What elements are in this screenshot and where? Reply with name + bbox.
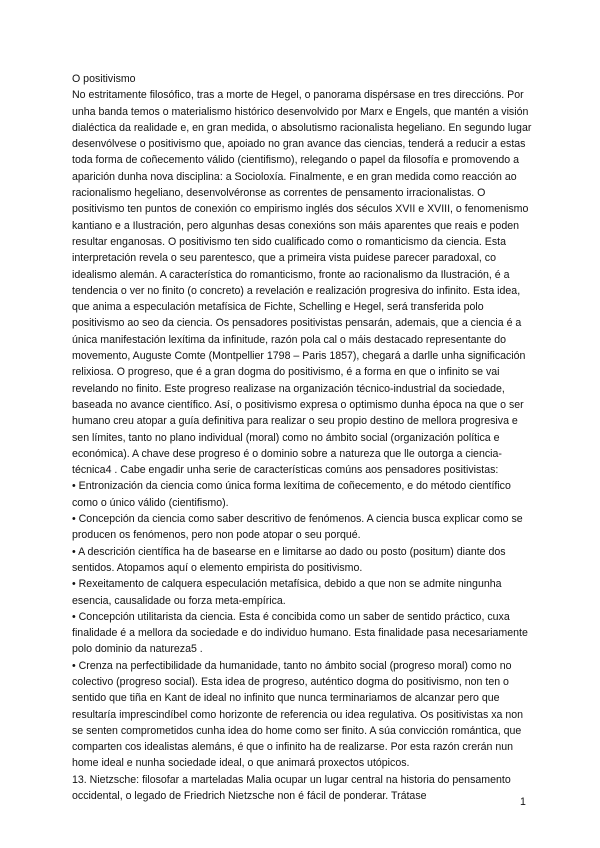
section-title: O positivismo xyxy=(72,73,136,85)
characteristics-list xyxy=(72,478,534,771)
list-item: • Rexeitamento de calquera especulación metafísica, debido a que non se admite ningunha esencia, causalidade ou forza meta-empírica. xyxy=(72,578,502,607)
document-body xyxy=(72,71,534,804)
list-item: • Entronización da ciencia como única forma lexítima de coñecemento, e do método científico como o único válido (cientifismo). xyxy=(72,480,511,509)
closing-paragraph: 13. Nietzsche: filosofar a marteladas Malia ocupar un lugar central na historia do pensamento occidental, o legado de Friedrich Nietzsche non é fácil de ponderar. Trátase xyxy=(72,773,511,803)
page-number: 1 xyxy=(520,796,526,808)
list-item: • A descrición científica ha de basearse en e limitarse ao dado ou posto (positum) diante dos sentidos. Atopamos aquí o elemento empirista do positivismo. xyxy=(72,545,506,574)
list-item: • Concepción utilitarista da ciencia. Esta é concibida como un saber de sentido práctico, cuxa finalidade é a mellora da sociedade e do individuo humano. Esta finalidade pasa necesariamente polo dominio da natureza5 . xyxy=(72,610,528,656)
list-item: • Crenza na perfectibilidade da humanidade, tanto no ámbito social (progreso moral) como no colectivo (progreso social). Esta idea de progreso, auténtico dogma do positivismo, non ten o sentido que tiña en Kant de ideal no infinito que nunca terminariamos de alcanzar pero que resultaría imprescindíbel como horizonte de referencia ou idea regulativa. Os positivistas xa non se senten comprometidos cunha idea do home como ser finito. A súa convicción romántica, que comparten cos idealistas alemáns, é que o infinito ha de realizarse. Por esta razón crerán nun home ideal e nunha sociedade ideal, o que animará proxectos utópicos. xyxy=(72,659,524,770)
intro-paragraph: No estritamente filosófico, tras a morte de Hegel, o panorama dispérsase en tres direccións. Por unha banda temos o materialismo histórico desenvolvido por Marx e Engels, que mantén a visión dialéctica da realidade e, en gran medida, o absolutismo racionalista hegeliano. En segundo lugar desenvólvese o positivismo que, apoiado no gran avance das ciencias, tenderá a reducir a estas toda forma de coñecemento válido (cientifismo), relegando o papel da filosofía e promovendo a aparición dunha nova disciplina: a Socioloxía. Finalmente, e en gran medida como reacción ao racionalismo hegeliano, desenvolvéronse as correntes de pensamento irracionalistas. O positivismo ten puntos de conexión co empirismo inglés dos séculos XVII e XVIII, o fenomenismo kantiano e a Ilustración, pero algunhas desas conexións son máis aparentes que reais e poden resultar enganosas. O positivismo ten sido cualificado como o romanticismo da ciencia. Esta interpretación revela o seu parentesco, que a primeira vista puidese parecer paradoxal, co idealismo alemán. A característica do romanticismo, fronte ao racionalismo da Ilustración, é a tendencia o ver no finito (o concreto) a revelación e realización progresiva do infinito. Esta idea, que anima a especulación metafísica de Fichte, Schelling e Hegel, será transferida polo positivismo ao seo da ciencia. Os pensadores positivistas pensarán, ademais, que a ciencia é a única manifestación lexítima da infinitude, razón pola cal o máis destacado representante do movemento, Auguste Comte (Montpellier 1798 – Paris 1857), chegará a darlle unha significación relixiosa. O progreso, que é a gran dogma do positivismo, é a forma en que o infinito se vai revelando no finito. Este progreso realizase na organización técnico-industrial da sociedade, baseada no avance científico. Así, o positivismo expresa o optimismo dunha época na que o ser humano creu atopar a guía definitiva para realizar o seu propio destino de mellora progresiva e sen límites, tanto no plano individual (moral) como no ámbito social (organización política e económica). A chave dese progreso é o dominio sobre a natureza que lle outorga a ciencia-técnica4 . Cabe engadir unha serie de características comúns aos pensadores positivistas: xyxy=(72,89,532,477)
list-item: • Concepción da ciencia como saber descritivo de fenómenos. A ciencia busca explicar como se producen os fenómenos, pero non pode atopar o seu porqué. xyxy=(72,513,523,542)
